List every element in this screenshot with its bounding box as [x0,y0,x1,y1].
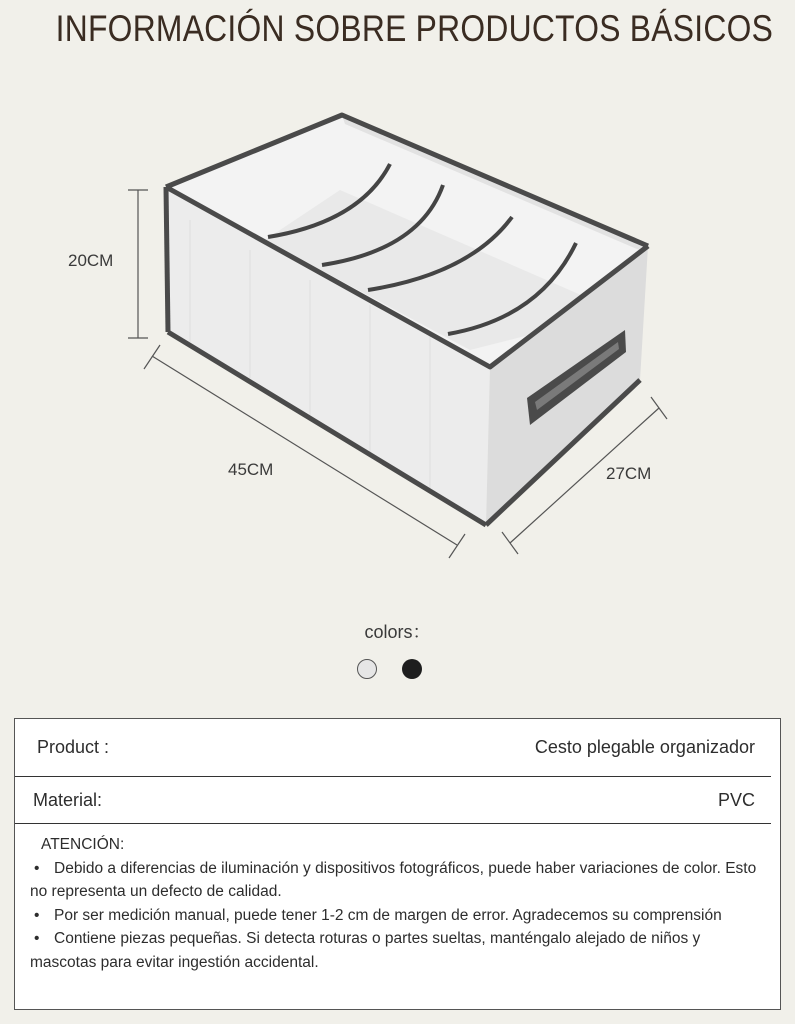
product-figure [0,80,795,600]
height-label: 20CM [68,251,114,270]
product-value: Cesto plegable organizador [534,737,755,757]
note-text: Por ser medición manual, puede tener 1-2 cm de margen de error. Agradecemos su comprensión [54,906,722,924]
length-label: 45CM [228,460,274,479]
colors-label: colors： [364,622,431,642]
color-swatch-light-grey[interactable] [357,659,377,679]
color-swatch-black[interactable] [402,659,422,679]
product-label: Product : [37,737,110,757]
storage-box-illustration [0,80,795,600]
note-item [30,904,760,928]
divider [15,823,771,824]
material-value: PVC [717,790,755,810]
material-label: Material: [33,790,103,810]
divider [15,776,771,777]
bullet: • [34,859,40,877]
height-dimension-line [128,190,148,338]
page-title: INFORMACIÓN SOBRE PRODUCTOS BÁSICOS [55,8,774,49]
bullet: • [34,930,40,947]
note-text: Contiene piezas pequeñas. Si detecta roturas o partes sueltas, manténgalo alejado de niños y mascotas para evitar ingestión accidental. [30,930,701,971]
notes-section [30,833,760,974]
note-text: Debido a diferencias de iluminación y dispositivos fotográficos, puede haber variaciones de color. Esto no representa un defecto de calidad. [30,859,757,900]
color-swatches [357,659,422,679]
notes-heading: ATENCIÓN: [41,836,125,853]
note-item [30,927,760,974]
depth-label: 27CM [606,464,652,483]
bullet: • [34,906,40,924]
note-item [30,857,760,904]
product-info-table [14,718,781,1010]
